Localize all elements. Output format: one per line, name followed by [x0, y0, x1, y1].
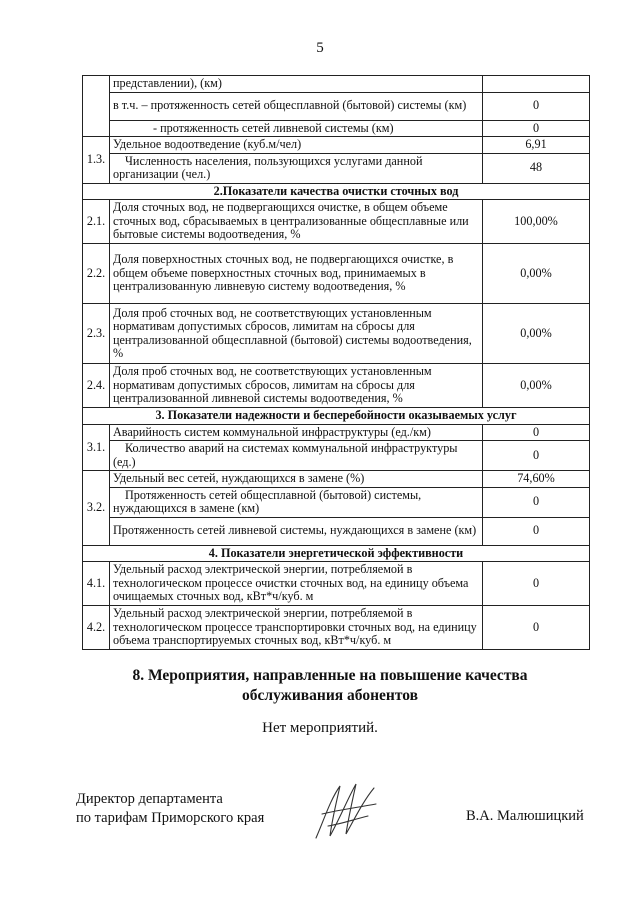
indicator-label: Удельный расход электрической энергии, потребляемой в технологическом процессе очистки сточных вод, на единицу объема очищаемых сточных вод, кВт*ч/куб. м [110, 562, 483, 606]
table-row [83, 200, 590, 244]
indicator-label: Количество аварий на системах коммунальной инфраструктуры (ед.) [110, 441, 483, 471]
item-number [83, 76, 110, 137]
indicator-value: 0 [483, 120, 590, 137]
table-row [83, 487, 590, 517]
indicator-value: 0 [483, 441, 590, 471]
table-row [83, 153, 590, 183]
indicator-value: 74,60% [483, 471, 590, 488]
section-title: 3. Показатели надежности и бесперебойности оказываемых услуг [83, 408, 590, 425]
indicator-value: 100,00% [483, 200, 590, 244]
page-number: 5 [316, 40, 324, 56]
indicator-value: 6,91 [483, 137, 590, 154]
item-number: 3.1. [83, 424, 110, 471]
indicator-value: 0,00% [483, 244, 590, 304]
item-number: 2.2. [83, 244, 110, 304]
indicator-value [483, 76, 590, 93]
indicator-value: 0 [483, 606, 590, 650]
indicator-value: 0 [483, 424, 590, 441]
section-row [83, 408, 590, 425]
table-row [83, 471, 590, 488]
item-number: 1.3. [83, 137, 110, 184]
table-row [83, 517, 590, 545]
indicator-label: Протяженность сетей общесплавной (бытовой) системы, нуждающихся в замене (км) [110, 487, 483, 517]
indicator-label: Доля сточных вод, не подвергающихся очистке, в общем объеме сточных вод, сбрасываемых в централизованные общесплавные или бытовые системы водоотведения, % [110, 200, 483, 244]
item-number: 4.2. [83, 606, 110, 650]
table-row [83, 606, 590, 650]
indicator-label: в т.ч. – протяженность сетей общесплавной (бытовой) системы (км) [110, 92, 483, 120]
signer-title-line2: по тарифам Приморского края [76, 810, 265, 826]
section-8-heading [60, 666, 600, 706]
indicator-value: 0,00% [483, 304, 590, 364]
indicator-value: 48 [483, 153, 590, 183]
table-row [83, 364, 590, 408]
indicator-label: Доля проб сточных вод, не соответствующих установленным нормативам допустимых сбросов, лимитам на сбросы для централизованной ливневой системы водоотведения, % [110, 364, 483, 408]
signer-title [76, 790, 264, 828]
item-number: 2.1. [83, 200, 110, 244]
item-number: 4.1. [83, 562, 110, 606]
indicator-label: представлении), (км) [110, 76, 483, 93]
section-8-heading-line2: обслуживания абонентов [242, 687, 418, 704]
indicator-label: Удельный вес сетей, нуждающихся в замене (%) [110, 471, 483, 488]
signer-title-line1: Директор департамента [76, 791, 223, 807]
section-row [83, 183, 590, 200]
indicator-value: 0 [483, 562, 590, 606]
signature [310, 780, 382, 842]
indicator-label: Численность населения, пользующихся услугами данной организации (чел.) [110, 153, 483, 183]
indicator-value: 0 [483, 487, 590, 517]
indicator-label: Удельное водоотведение (куб.м/чел) [110, 137, 483, 154]
indicator-label: Доля поверхностных сточных вод, не подвергающихся очистке, в общем объеме поверхностных сточных вод, принимаемых в централизованную ливневую систему водоотведения, % [110, 244, 483, 304]
indicator-value: 0,00% [483, 364, 590, 408]
indicator-label: Удельный расход электрической энергии, потребляемой в технологическом процессе транспортировки сточных вод, на единицу объема транспортируемых сточных вод, кВт*ч/куб. м [110, 606, 483, 650]
indicator-label: Доля проб сточных вод, не соответствующих установленным нормативам допустимых сбросов, лимитам на сбросы для централизованной общесплавной (бытовой) системы водоотведения, % [110, 304, 483, 364]
table-row [83, 562, 590, 606]
section-title: 2.Показатели качества очистки сточных вод [83, 183, 590, 200]
metrics-table [82, 75, 590, 650]
indicator-label: Протяженность сетей ливневой системы, нуждающихся в замене (км) [110, 517, 483, 545]
section-row [83, 545, 590, 562]
item-number: 2.3. [83, 304, 110, 364]
table-row [83, 441, 590, 471]
table-row [83, 76, 590, 93]
no-measures-note: Нет мероприятий. [262, 720, 378, 736]
indicator-value: 0 [483, 517, 590, 545]
table-row [83, 424, 590, 441]
table-row [83, 120, 590, 137]
table-row [83, 304, 590, 364]
section-title: 4. Показатели энергетической эффективности [83, 545, 590, 562]
indicator-value: 0 [483, 92, 590, 120]
item-number: 2.4. [83, 364, 110, 408]
table-row [83, 137, 590, 154]
table-row [83, 92, 590, 120]
indicator-label: - протяженность сетей ливневой системы (км) [110, 120, 483, 137]
table-row [83, 244, 590, 304]
indicator-label: Аварийность систем коммунальной инфраструктуры (ед./км) [110, 424, 483, 441]
item-number: 3.2. [83, 471, 110, 546]
section-8-heading-line1: 8. Мероприятия, направленные на повышение качества [132, 667, 528, 684]
signer-name: В.А. Малюшицкий [466, 808, 584, 824]
